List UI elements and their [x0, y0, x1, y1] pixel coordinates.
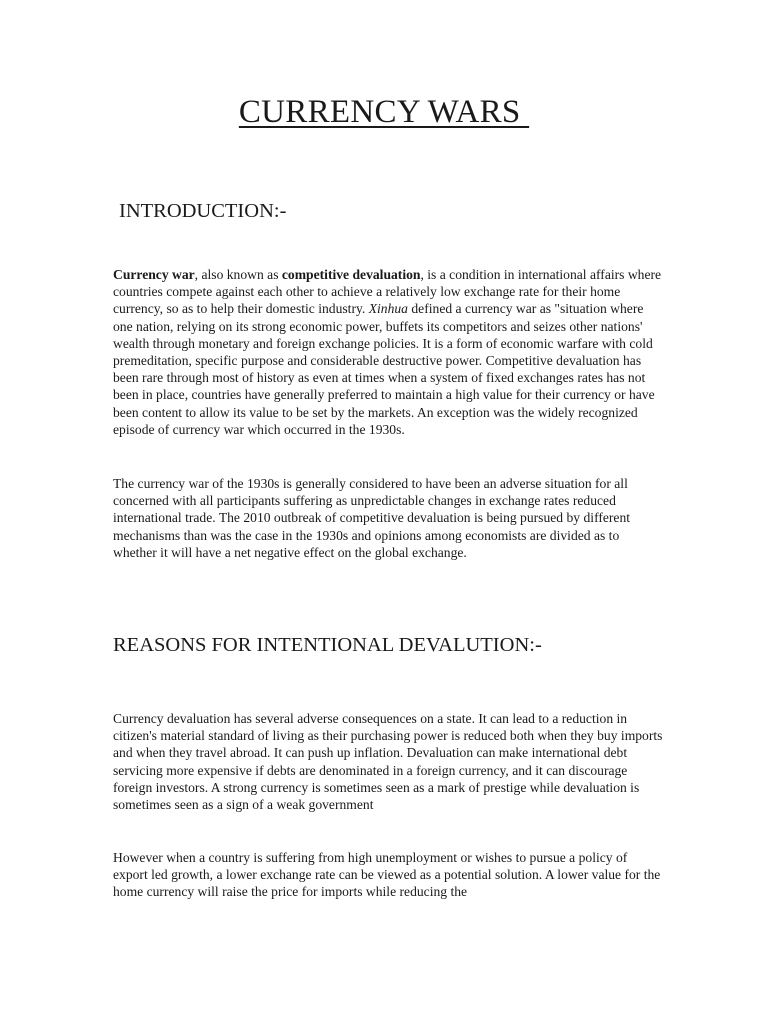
term-currency-war: Currency war	[113, 267, 195, 282]
p1-text-1: , also known as	[194, 267, 282, 282]
source-xinhua: Xinhua	[368, 301, 408, 317]
reasons-paragraph-1: Currency devaluation has several adverse consequences on a state. It can lead to a reduction in citizen's material standard of living as their purchasing power is reduced both when they buy imports and when they travel abroad. It can push up inflation. Devaluation can make international debt servicing more expensive if debts are denominated in a foreign currency, and it can discourage foreign investors. A strong currency is sometimes seen as a mark of prestige while devaluation is sometimes seen as a sign of a weak government	[113, 711, 663, 813]
term-competitive-devaluation: competitive devaluation	[281, 267, 421, 282]
p1-text-2: , is a condition in international affairs where countries compete against each other to achieve a relatively low exchange rate for their home currency, so as to help their domestic industry.	[113, 267, 662, 317]
introduction-heading: INTRODUCTION:-	[119, 200, 287, 222]
reasons-paragraph-2: However when a country is suffering from high unemployment or wishes to pursue a policy of export led growth, a lower exchange rate can be viewed as a potential solution. A lower value for the home currency will raise the price for imports while reducing the	[113, 850, 661, 900]
introduction-paragraph-1	[113, 266, 663, 438]
reasons-heading: REASONS FOR INTENTIONAL DEVALUTION:-	[113, 634, 542, 656]
document-title	[0, 94, 768, 131]
p1-text-3: defined a currency war as "situation where one nation, relying on its strong economic power, buffets its competitors and seizes other nations' wealth through monetary and foreign exchange policies. It is a form of economic warfare with cold premeditation, specific purpose and considerable destructive power. Competitive devaluation has been rare through most of history as even at times when a system of fixed exchanges rates has not been in place, countries have generally preferred to maintain a high value for their currency or have been content to allow its value to be set by the markets. An exception was the widely recognized episode of currency war which occurred in the 1930s.	[113, 301, 655, 437]
introduction-paragraph-2: The currency war of the 1930s is generally considered to have been an adverse situation for all concerned with all participants suffering as unpredictable changes in exchange rates reduced international trade. The 2010 outbreak of competitive devaluation is being pursued by different mechanisms than was the case in the 1930s and opinions among economists are divided as to whether it will have a net negative effect on the global exchange.	[113, 476, 631, 560]
document-title-text: CURRENCY WARS	[238, 94, 530, 130]
